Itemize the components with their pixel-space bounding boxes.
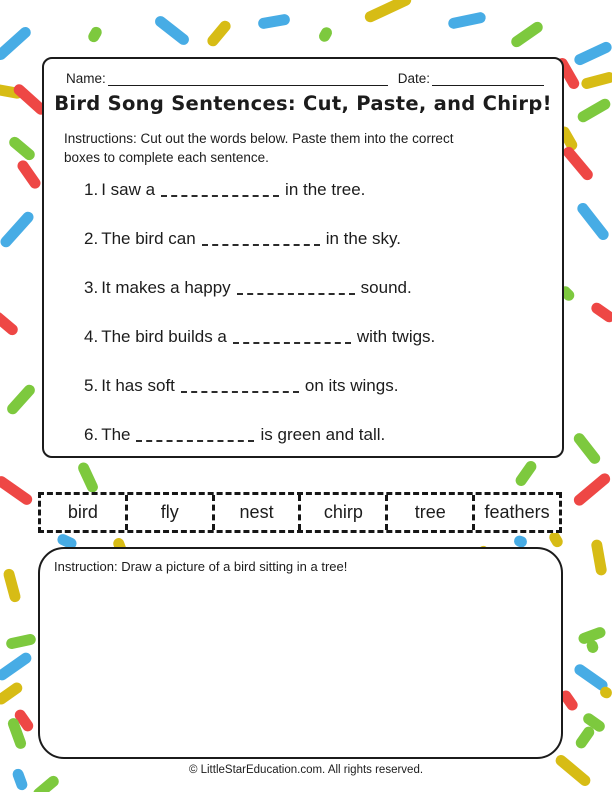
word-card: fly [125, 495, 212, 530]
sentence-item [84, 180, 556, 202]
sentence-item [84, 278, 556, 300]
sentence-text-after: is green and tall. [260, 425, 386, 444]
answer-blank [136, 425, 254, 442]
answer-blank [161, 180, 279, 197]
word-card: nest [212, 495, 299, 530]
sentence-text-before: It makes a happy [101, 278, 231, 297]
instructions-line-2: boxes to complete each sentence. [64, 150, 269, 165]
sentence-text-after: sound. [360, 278, 412, 297]
confetti-sprinkle [205, 18, 233, 48]
sentence-item [84, 327, 556, 349]
confetti-sprinkle [509, 19, 545, 49]
confetti-sprinkle [447, 11, 486, 30]
word-card: feathers [472, 495, 559, 530]
confetti-sprinkle [15, 158, 42, 191]
confetti-sprinkle [590, 538, 607, 575]
sentence-text-before: The bird builds a [101, 327, 227, 346]
confetti-sprinkle [0, 473, 34, 506]
confetti-sprinkle [573, 40, 612, 67]
confetti-sprinkle [5, 633, 37, 650]
sentence-text-after: in the tree. [285, 180, 366, 199]
word-card: tree [385, 495, 472, 530]
confetti-sprinkle [589, 300, 612, 324]
answer-blank [202, 229, 320, 246]
sentence-text-before: It has soft [101, 376, 175, 395]
confetti-sprinkle [7, 134, 37, 162]
page-title: Bird Song Sentences: Cut, Paste, and Chirp! [54, 92, 552, 115]
name-label: Name: [66, 71, 106, 86]
drawing-area [38, 547, 563, 759]
sentence-text-before: The bird can [101, 229, 196, 248]
confetti-sprinkle [561, 144, 595, 182]
sentence-text-before: The [101, 425, 131, 444]
word-card: chirp [298, 495, 385, 530]
confetti-sprinkle [580, 70, 612, 89]
confetti-sprinkle [0, 650, 34, 682]
instructions-line-1: Instructions: Cut out the words below. Paste them into the correct [64, 131, 454, 146]
sentence-number: 3. [84, 278, 99, 297]
confetti-sprinkle [0, 680, 24, 706]
confetti-sprinkle [0, 209, 36, 249]
sentence-text-before: I saw a [101, 180, 156, 199]
sentence-text-after: with twigs. [356, 327, 436, 346]
name-blank-line [108, 70, 388, 86]
sentence-number: 2. [84, 229, 99, 248]
confetti-sprinkle [5, 382, 37, 416]
sentence-number: 4. [84, 327, 99, 346]
sentence-item [84, 425, 556, 447]
answer-blank [181, 376, 299, 393]
confetti-sprinkle [576, 96, 612, 124]
answer-blank [233, 327, 351, 344]
sentence-text-after: on its wings. [304, 376, 399, 395]
date-label: Date: [397, 71, 430, 86]
confetti-sprinkle [153, 13, 191, 46]
sentence-text-after: in the sky. [325, 229, 401, 248]
date-blank-line [432, 70, 544, 86]
confetti-sprinkle [574, 724, 597, 750]
sentence-number: 5. [84, 376, 99, 395]
confetti-sprinkle [0, 24, 33, 62]
sentence-number: 6. [84, 425, 99, 444]
worksheet-panel [42, 57, 564, 458]
instructions-text [64, 129, 542, 167]
copyright-footer: © LittleStarEducation.com. All rights reserved. [188, 764, 424, 776]
sentence-item [84, 376, 556, 398]
confetti-sprinkle [86, 24, 104, 43]
sentence-list [84, 180, 556, 474]
confetti-sprinkle [316, 25, 333, 43]
confetti-sprinkle [2, 567, 21, 603]
word-card: bird [67, 502, 98, 522]
sentence-item [84, 229, 556, 251]
confetti-sprinkle [257, 13, 290, 29]
sentence-number: 1. [84, 180, 99, 199]
drawing-instruction: Instruction: Draw a picture of a bird sitting in a tree! [54, 559, 348, 574]
confetti-sprinkle [572, 430, 603, 465]
confetti-sprinkle [575, 200, 611, 241]
word-bank [38, 492, 562, 533]
confetti-sprinkle [363, 0, 413, 24]
name-date-row [66, 70, 544, 86]
confetti-sprinkle [572, 471, 612, 508]
confetti-sprinkle [0, 309, 20, 337]
answer-blank [237, 278, 355, 295]
